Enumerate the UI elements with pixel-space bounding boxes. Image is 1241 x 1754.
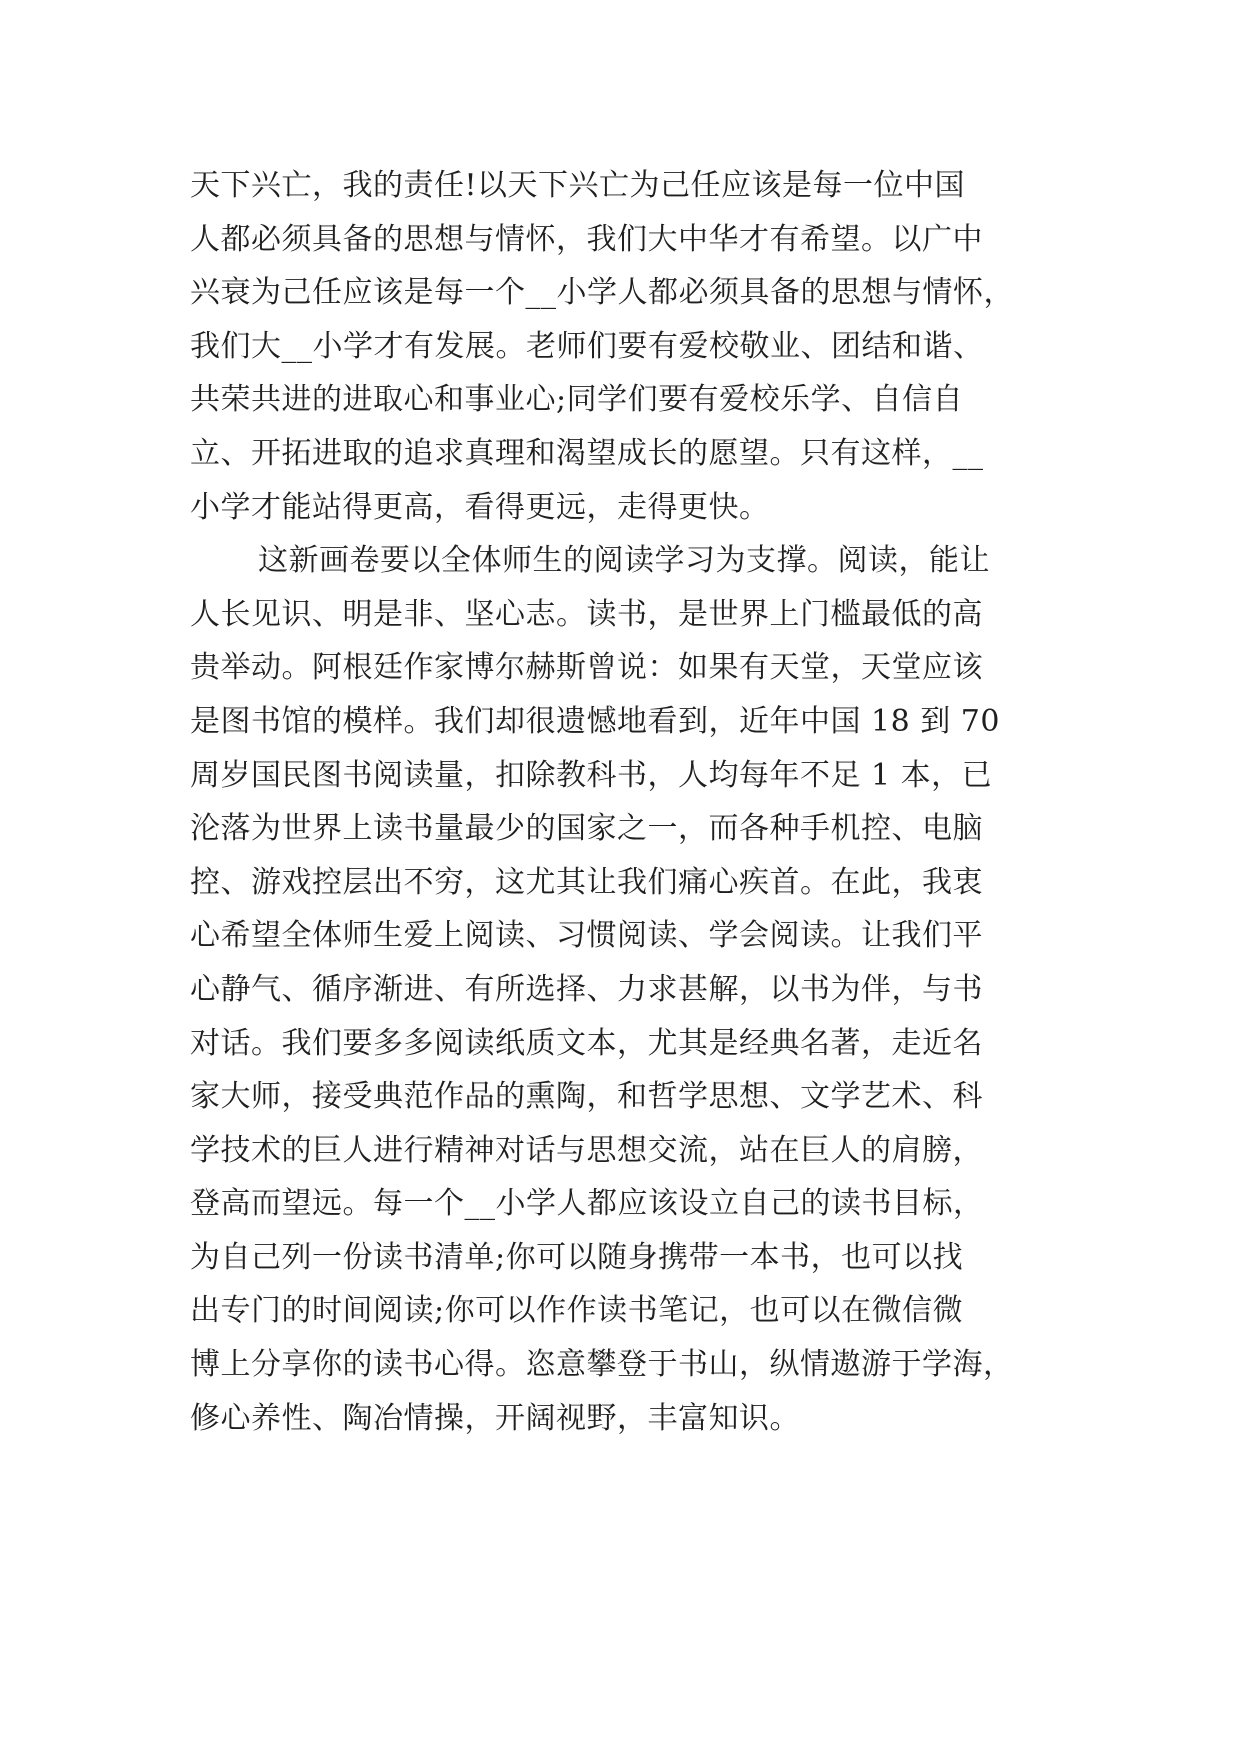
text-line: 出专门的时间阅读;你可以作作读书笔记，也可以在微信微 [190,1293,964,1329]
text-line: 天下兴亡，我的责任!以天下兴亡为己任应该是每一位中国 [190,168,966,203]
text-line: 我们大__小学才有发展。老师们要有爱校敬业、团结和谐、 [190,328,984,364]
body-text [190,159,1090,1445]
text-line: 这新画卷要以全体师生的阅读学习为支撑。阅读，能让 [258,543,990,579]
text-line: 共荣共进的进取心和事业心;同学们要有爱校乐学、自信自 [190,382,964,418]
text-line: 登高而望远。每一个__小学人都应该设立自己的读书目标， [190,1186,984,1222]
paragraph-2 [190,534,1090,1445]
text-line: 控、游戏控层出不穷，这尤其让我们痛心疾首。在此，我衷 [190,864,983,900]
text-line: 沦落为世界上读书量最少的国家之一，而各种手机控、电脑 [190,811,983,847]
text-line: 博上分享你的读书心得。恣意攀登于书山，纵情遨游于学海， [190,1347,1014,1383]
text-line: 人长见识、明是非、坚心志。读书，是世界上门槛最低的高 [190,596,983,632]
text-line: 贵举动。阿根廷作家博尔赫斯曾说：如果有天堂，天堂应该 [190,650,983,686]
text-line: 是图书馆的模样。我们却很遗憾地看到，近年中国 18 到 70 [190,703,1000,739]
text-line: 小学才能站得更高，看得更远，走得更快。 [190,489,770,525]
paragraph-1 [190,159,1090,534]
text-line: 周岁国民图书阅读量，扣除教科书，人均每年不足 1 本，已 [190,757,993,793]
text-line: 修心养性、陶冶情操，开阔视野，丰富知识。 [190,1400,800,1436]
text-line: 心希望全体师生爱上阅读、习惯阅读、学会阅读。让我们平 [190,918,983,954]
text-line: 立、开拓进取的追求真理和渴望成长的愿望。只有这样，__ [190,435,984,471]
text-line: 人都必须具备的思想与情怀，我们大中华才有希望。以广中 [190,221,983,257]
text-line: 心静气、循序渐进、有所选择、力求甚解，以书为伴，与书 [190,971,983,1007]
text-line: 兴衰为己任应该是每一个__小学人都必须具备的思想与情怀， [190,275,1014,311]
text-line: 家大师，接受典范作品的熏陶，和哲学思想、文学艺术、科 [190,1079,983,1115]
text-line: 为自己列一份读书清单;你可以随身携带一本书，也可以找 [190,1239,964,1275]
text-line: 学技术的巨人进行精神对话与思想交流，站在巨人的肩膀， [190,1132,983,1168]
text-line: 对话。我们要多多阅读纸质文本，尤其是经典名著，走近名 [190,1025,983,1061]
